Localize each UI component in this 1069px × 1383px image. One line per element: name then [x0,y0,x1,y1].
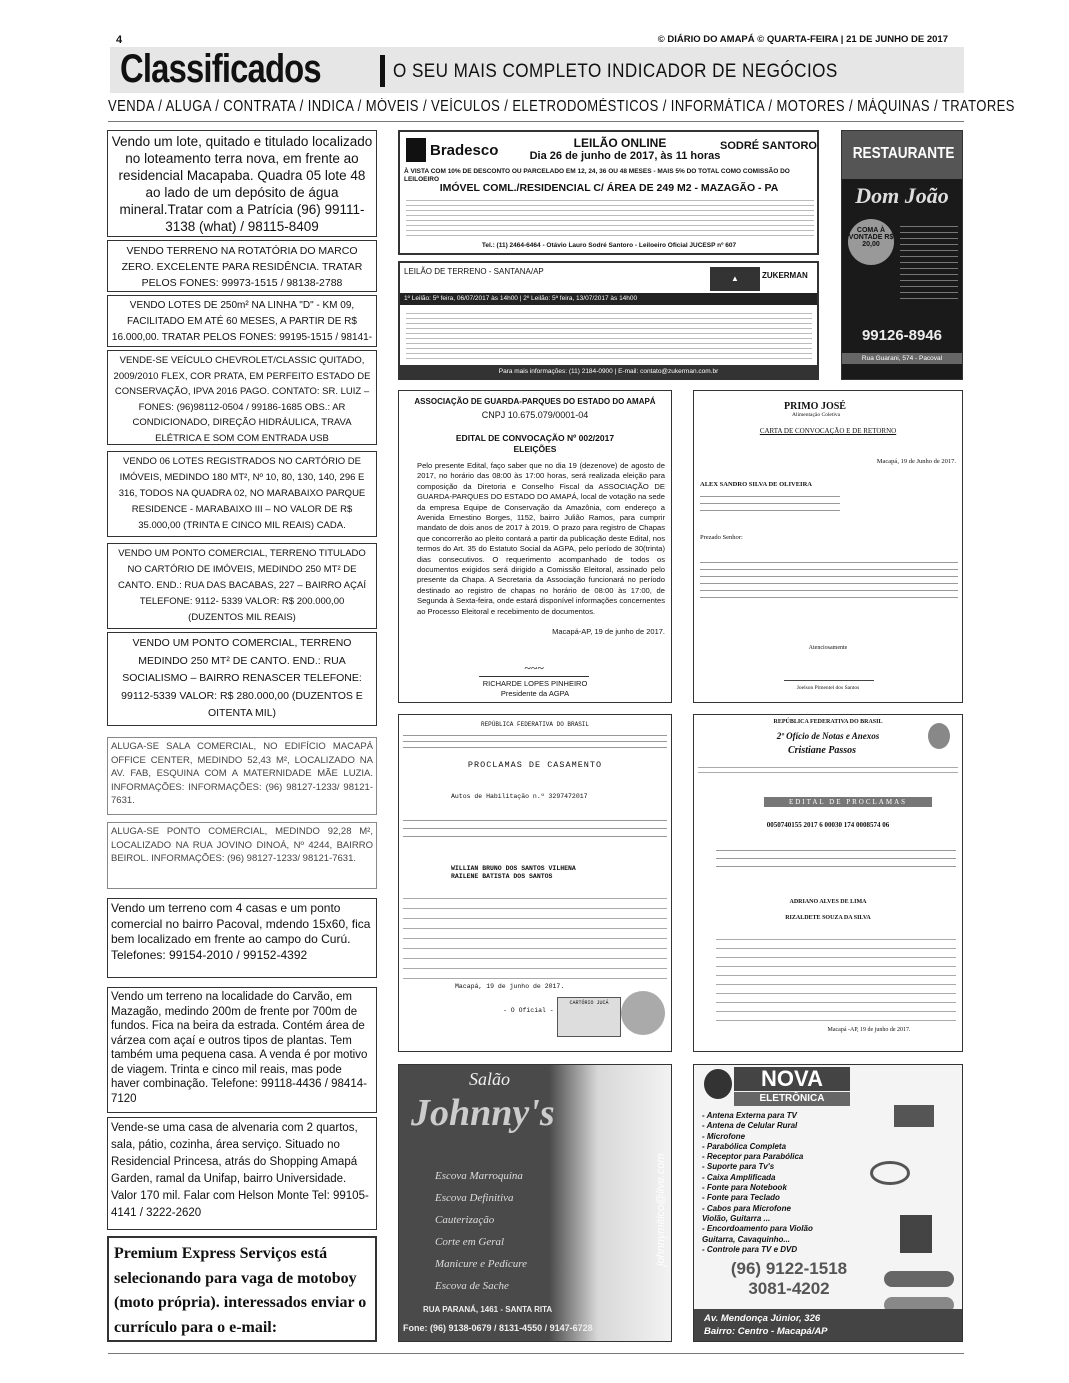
restaurante-address: Rua Guarani, 574 - Pacoval [842,353,962,364]
agpa-body: Pelo presente Edital, faço saber que no dia 19 (dezenove) de agosto de 2017, no horário das 08:00 às 17:00 horas, será realizada eleição para composição da Diretoria e Conselho Fiscal da ASSOCIAÇÃO DE GUARDA-PARQUES DO ESTADO DO AMAPÁ, local de votação na sede da empresa Equipe de Conservação da Amazônia, com endereço a Avenida Ernestino Borges, 1152, bairro Julião Ramos, para cumprir mandato de dois anos de 2017 à 2019. O prazo para registro de Chapas que concorrerão ao pleito contará a partir da publicação deste Edital, nos termos do Art. 35 do Estatuto Social da AGPA, pelo período de 30(trinta) dias consecutivos. O requerimento acompanhado de todos os documentos exigidos será dirigido a Comissão Eleitoral, assinado pelo presente da Chapa. A Secretaria da Associação funcionará no período destinado ao registro de chapas no horário de 08:00 às 17:00, de Segunda à Sexta-feira, onde estará disponível informações concernentes ao Processo Eleitoral e recebimento de documentos. [417,461,665,616]
guitar-icon [884,1271,954,1287]
bottom-rule [108,1353,964,1354]
service-item: Escova Definitiva [435,1192,514,1204]
johnnys-services [435,1165,555,1297]
classified-ad [107,822,377,889]
property-title: IMÓVEL COML./RESIDENCIAL C/ ÁREA DE 249 M2 - MAZAGÃO - PA [439,182,779,194]
primo-body [700,556,958,604]
edital-proclamas-2 [693,714,963,1052]
cartorio-seal: CARTÓRIO JUCÁ [557,997,621,1037]
product-item: - Suporte para Tv's [702,1162,775,1172]
primo-recipient: ALEX SANDRO SILVA DE OLIVEIRA [700,481,812,488]
agpa-edital [398,390,672,703]
bradesco-logo-icon [406,138,426,162]
primo-title: CARTA DE CONVOCAÇÃO E DE RETORNO [759,427,897,435]
classified-ad [107,451,377,537]
product-item: - Parabólica Completa [702,1141,787,1151]
agpa-cnpj: CNPJ 10.675.079/0001-04 [481,410,589,420]
proclamas1-office [403,730,667,748]
nova-brand: NOVA [734,1067,850,1091]
header-divider [380,55,385,87]
ad-text: VENDO UM PONTO COMERCIAL, TERRENO TITULADO NO CARTÓRIO DE IMÓVEIS, MEDINDO 250 MT² DE CANTO. END.: RUA DAS BACABAS, 227 – BAIRRO AÇAÍ TELEFONE: 9112- 5339 VALOR: R$ 200.000,00 (DUZENTOS MIL REAIS) [118,548,366,623]
primo-jose-letter [693,390,963,703]
product-item: - Fonte para Teclado [702,1193,780,1203]
nova-address1: Av. Mendonça Júnior, 326 [704,1313,821,1324]
product-item: - Fonte para Notebook [702,1183,787,1193]
restaurante-title: RESTAURANTE [852,145,955,162]
primo-signature [784,667,874,681]
service-item: Cauterização [435,1214,495,1226]
publication-info: © DIÁRIO DO AMAPÁ © QUARTA-FEIRA | 21 DE JUNHO DE 2017 [657,34,948,45]
page-number: 4 [116,34,123,46]
section-subtitle: O SEU MAIS COMPLETO INDICADOR DE NEGÓCIOS [393,61,838,82]
classified-ad [107,350,377,445]
proclamas1-body [403,889,667,979]
proclamas-casamento-1 [398,714,672,1052]
antenna-icon [870,1161,910,1185]
category-list: VENDA / ALUGA / CONTRATA / INDICA / MÓVEIS / VEÍCULOS / ELETRODOMÉSTICOS / INFORMÁTICA / MOTORES / MÁQUINAS / TRATORES [108,98,1015,115]
section-header [110,47,964,93]
restaurante-phone: 99126-8946 [861,327,943,344]
product-item: Guitarra, Cavaquinho... [702,1234,791,1244]
proclamas1-official: - O Oficial - [503,1007,554,1014]
product-item: - Antena de Celular Rural [702,1121,798,1131]
agpa-signer: RICHARDE LOPES PINHEIRO [482,679,588,688]
agpa-edital-title: EDITAL DE CONVOCAÇÃO Nº 002/2017 [455,433,615,443]
ad-text: Vendo um lote, quitado e titulado localizado no loteamento terra nova, em frente ao residencial Macapaba. Quadra 05 lote 48 ao lado de um depósito de água mineral.Tratar com a Patrícia (96) 99111-3138 (what) / 98115-8409 [111,134,373,234]
product-item: - Controle para TV e DVD [702,1244,798,1254]
amplifier-icon [900,1215,932,1253]
classified-ad [107,1117,377,1230]
nova-address2: Bairro: Centro - Macapá/AP [704,1326,828,1337]
product-item: - Microfone [702,1131,746,1141]
zukerman-fine-print [406,309,812,361]
auction-title: LEILÃO ONLINE [573,136,667,150]
classified-ad [107,543,377,629]
ad-text: Vendo um terreno com 4 casas e um ponto comercial no bairro Pacoval, mdendo 15x60, fica bem localizado em frente ao campo do Curú. Telefones: 99154-2010 / 99152-4392 [111,901,371,962]
ad-text: Vende-se uma casa de alvenaria com 2 quartos, sala, pátio, cozinha, área serviço. Situado no Residencial Princesa, atrás do Shopping Amapá Garden, ramal da Unifap, bairro Universidade. Valor 170 mil. Falar com Helson Monte Tel: 99105-4141 / 3222-2620 [111,1122,369,1219]
auction-fine-print [406,196,814,238]
proclamas2-number: 0050740155 2017 6 00030 174 0008574 06 [766,821,890,829]
product-item: - Caixa Amplificada [702,1172,776,1182]
nova-phone1: (96) 9122-1518 [730,1259,848,1278]
proclamas1-intro [403,813,667,839]
johnnys-name: Johnny's [411,1092,555,1134]
classified-ad [107,898,377,978]
classified-ad-premium [107,1236,377,1342]
bradesco-auction-ad [398,130,819,255]
proclamas2-body [716,931,956,1023]
nova-items [702,1111,862,1255]
brazil-coat-of-arms-icon [928,723,950,749]
ad-text: ALUGA-SE PONTO COMERCIAL, MEDINDO 92,28 M², LOCALIZADO NA RUA JOVINO DINOÁ, Nº 4244, BAIRRO BEIROL. INFORMAÇÕES: (96) 98127-1233/ 98121-7631. [111,826,373,864]
proclamas2-cartorio: Cristiane Passos [788,745,857,756]
proclamas1-bride: RAILENE BATISTA DOS SANTOS [451,873,553,880]
ad-text: VENDO UM PONTO COMERCIAL, TERRENO MEDINDO 250 MT² DE CANTO. END.: RUA SOCIALISMO – BAIRRO RENASCER TELEFONE: 99112-5339 VALOR: R$ 280.000,00 (DUZENTOS E OITENTA MIL) [121,637,363,719]
restaurante-ad [841,130,963,380]
nova-eletronica-ad [693,1064,963,1342]
proclamas2-intro [716,843,956,867]
product-item: - Receptor para Parabólica [702,1152,804,1162]
agpa-edital-subtitle: ELEIÇÕES [513,444,557,454]
top-rule [108,121,964,122]
service-item: Corte em Geral [435,1236,505,1248]
proclamas1-groom: WILLIAN BRUNO DOS SANTOS VILHENA [451,865,576,872]
agpa-role: Presidente da AGPA [500,689,570,698]
model-photo [549,1065,671,1341]
classified-ad [107,130,377,237]
johnnys-phone: Fone: (96) 9138-0679 / 8131-4550 / 9147-6728 [403,1323,593,1333]
primo-closing: Atenciosamente [808,645,848,651]
primo-brand: PRIMO JOSÉ [784,401,846,412]
proclamas2-groom: ADRIANO ALVES DE LIMA [789,899,867,905]
product-item: - Encordoamento para Violão [702,1224,813,1234]
product-item: - Cabos para Microfone [702,1203,791,1213]
proclamas1-title: PROCLAMAS DE CASAMENTO [467,760,603,770]
speaker-icon [704,1069,732,1099]
bradesco-logo-icon: ▲ [710,267,760,291]
primo-date: Macapá, 19 de Junho de 2017. [876,458,956,465]
proclamas2-date: Macapá -AP, 19 de junho de 2017. [827,1027,911,1033]
restaurante-name: Dom João [855,183,949,208]
product-item: Violão, Guitarra ... [702,1213,771,1223]
salao-johnnys-ad [398,1064,672,1342]
agpa-date: Macapá-AP, 19 de junho de 2017. [552,627,665,636]
proclamas2-bride: RIZALDETE SOUZA DA SILVA [785,915,871,921]
johnnys-address: RUA PARANÁ, 1461 - SANTA RITA [423,1305,553,1314]
classified-ad [107,240,377,292]
ad-text: Premium Express Serviços está selecionando para vaga de motoboy (moto própria). interessados enviar o currículo para o e-mail: [114,1245,367,1336]
zukerman-auction-ad [398,261,819,380]
zukerman-title: LEILÃO DE TERRENO - SANTANA/AP [404,267,544,276]
nova-phone2: 3081-4202 [748,1279,830,1298]
zukerman-info: Para mais informações: (11) 2184-0900 | E-mail: contato@zukerman.com.br [400,365,817,378]
auctioneer-brand: SODRÉ SANTORO [720,140,817,152]
product-item: - Antena Externa para TV [702,1111,797,1120]
classified-ad [107,737,377,815]
ad-text: ALUGA-SE SALA COMERCIAL, NO EDIFÍCIO MACAPÁ OFFICE CENTER, MEDINDO 52,43 M², LOCALIZADO NA AV. FAB, ESQUINA COM A MATERNIDADE MÃE LUZIA. INFORMAÇÕES: INFORMAÇÕES: (96) 98127-1233/ 98121-7631. [111,741,373,806]
johnnys-site: johnnymitico@live.com [655,1153,667,1267]
auction-contact: Tel.: (11) 2464-6464 - Otávio Lauro Sodré Santoro - Leiloeiro Oficial JUCESP nº 607 [481,242,737,249]
seal-stamp-icon [621,991,665,1035]
receiver-icon [894,1105,934,1127]
zukerman-brand: ZUKERMAN [762,271,808,280]
agpa-signature: ~~~ [479,661,589,677]
classified-ad [107,632,377,726]
restaurante-promo: COMA À VONTADE R$ 20,00 [848,219,894,265]
johnnys-brand: Salão [469,1069,511,1089]
primo-tagline: Alimentação Coletiva [792,412,841,418]
classified-ad [107,987,377,1113]
agpa-title: ASSOCIAÇÃO DE GUARDA-PARQUES DO ESTADO DO AMAPÁ [414,397,656,406]
proclamas2-services [698,763,958,777]
primo-greeting: Prezado Senhor: [700,534,743,541]
ad-text: VENDO 06 LOTES REGISTRADOS NO CARTÓRIO DE IMÓVEIS, MEDINDO 180 MT², Nº 10, 80, 130, 140, 296 E 316, TODOS NA QUADRA 02, NO MARABAIXO PARQUE RESIDENCE - MARABAIXO III – NO VALOR DE R$ 35.000,00 (TRINTA E CINCO MIL REAIS) CADA. [118,456,366,531]
bradesco-brand: Bradesco [430,142,499,159]
service-item: Manicure e Pedicure [435,1258,528,1270]
proclamas2-office: 2º Ofício de Notas e Anexos [776,731,880,741]
zukerman-dates: 1º Leilão: 5ª feira, 06/07/2017 às 14h00 | 2º Leilão: 5ª feira, 13/07/2017 às 14h00 [400,293,817,305]
proclamas2-title: EDITAL DE PROCLAMAS [764,797,932,807]
ad-text: VENDO TERRENO NA ROTATÓRIA DO MARCO ZERO. EXCELENTE PARA RESIDÊNCIA. TRATAR PELOS FONES: 99973-1515 / 98138-2788 [121,245,363,289]
proclamas1-number: Autos de Habilitação n.º 3297472017 [451,793,588,800]
auction-promo: À VISTA COM 10% DE DESCONTO OU PARCELADO EM 12, 24, 36 OU 48 MESES - MAIS 5% DO TOTAL COMO COMISSÃO DO LEILOEIRO [404,168,790,183]
restaurante-menu-text [900,221,958,301]
primo-signer: Joelson Pimentel dos Santos [796,685,860,691]
ad-text: VENDO LOTES DE 250m² NA LINHA "D" - KM 09, FACILITADO EM ATÉ 60 MESES, A PARTIR DE R$ 16.000,00. TRATAR PELOS FONES: 99195-1515 / 98141- [111,300,373,343]
primo-address [700,490,840,516]
classified-ad [107,295,377,347]
ad-text: VENDE-SE VEÍCULO CHEVROLET/CLASSIC QUITADO, 2009/2010 FLEX, COR PRATA, EM PERFEITO ESTADO DE CONSERVAÇÃO, IPVA 2016 PAGO. CONTATO: SR. LUIZ – FONES: (96)98112-0504 / 99186-1685 OBS.: AR CONDICIONADO, DIREÇÃO HIDRÁULICA, TRAVA ELÉTRICA E SOM COM ENTRADA USB [113,355,371,444]
auction-date: Dia 26 de junho de 2017, às 11 horas [529,150,721,162]
section-title: Classificados [120,47,321,91]
service-item: Escova de Sache [435,1280,509,1292]
proclamas2-header: REPÚBLICA FEDERATIVA DO BRASIL [773,719,883,725]
proclamas1-date: Macapá, 19 de junho de 2017. [455,983,565,990]
proclamas1-header: REPÚBLICA FEDERATIVA DO BRASIL [480,721,590,728]
service-item: Escova Marroquina [435,1170,523,1182]
nova-sub: ELETRÔNICA [734,1092,850,1106]
ad-text: Vendo um terreno na localidade do Carvão, em Mazagão, medindo 200m de frente por 700m de fundos. Fica na beira da estrada. Contém área de várzea com açaí e outros tipos de plantas. Tem também uma pequena casa. A venda é por motivo de viagem. Trinta e cinco mil reais, mas pode haver combinação. Telefone: 99118-4436 / 98414-7120 [111,991,368,1105]
